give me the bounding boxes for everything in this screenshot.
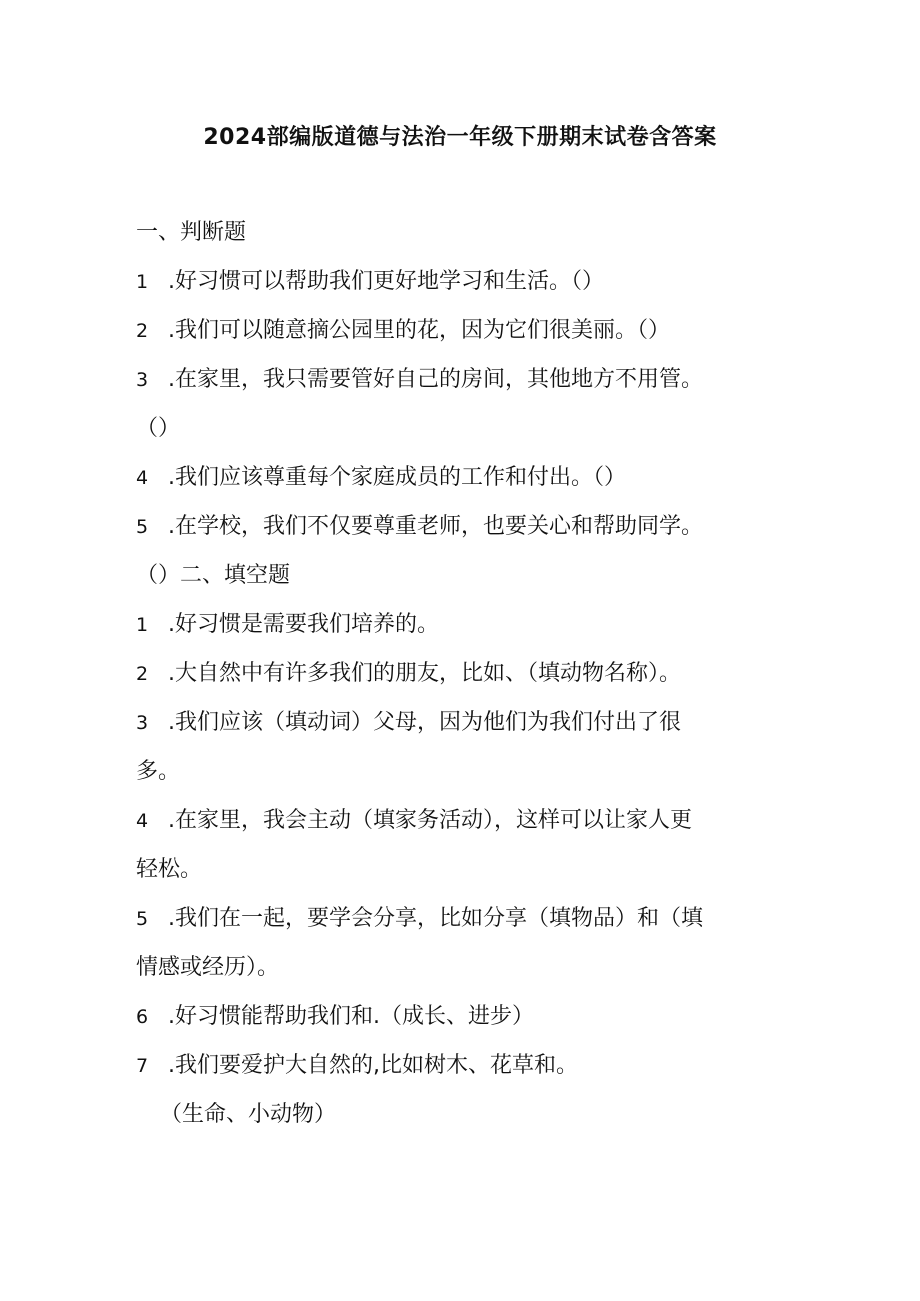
question-number: 4 — [136, 467, 149, 489]
question-number: 6 — [136, 1006, 149, 1028]
fill-question-5 — [136, 894, 786, 943]
question-number: 5 — [136, 516, 149, 538]
fill-question-3 — [136, 698, 786, 747]
judgment-question-1 — [136, 257, 786, 306]
fill-question-4-continued: 轻松。 — [136, 857, 203, 882]
fill-question-3-continued: 多。 — [136, 759, 181, 784]
question-number: 4 — [136, 810, 149, 832]
judgment-question-2 — [136, 306, 786, 355]
question-number: 7 — [136, 1055, 149, 1077]
fill-question-6 — [136, 992, 786, 1041]
fill-question-2 — [136, 649, 786, 698]
fill-question-4 — [136, 796, 786, 845]
question-text: .好习惯可以帮助我们更好地学习和生活。（） — [168, 269, 604, 294]
judgment-question-5-continued-and-fill-heading: （）二、填空题 — [136, 563, 291, 588]
document-body — [136, 208, 786, 1139]
question-text: .我们可以随意摘公园里的花，因为它们很美丽。（） — [168, 318, 670, 343]
question-number: 2 — [136, 663, 149, 685]
fill-question-7 — [136, 1041, 786, 1090]
question-text: .我们在一起，要学会分享，比如分享（填物品）和（填 — [168, 906, 703, 931]
document-title: 2024部编版道德与法治一年级下册期末试卷含答案 — [203, 125, 717, 150]
question-number: 1 — [136, 271, 149, 293]
question-number: 5 — [136, 908, 149, 930]
judgment-question-5 — [136, 502, 786, 551]
judgment-question-4 — [136, 453, 786, 502]
question-text: .在家里，我会主动（填家务活动），这样可以让家人更 — [168, 808, 692, 833]
question-text: .我们要爱护大自然的,比如树木、花草和。 — [168, 1053, 578, 1078]
fill-question-7-answer-hint: （生命、小动物） — [160, 1102, 337, 1127]
fill-question-5-continued: 情感或经历）。 — [136, 955, 280, 980]
question-text: .在学校，我们不仅要尊重老师，也要关心和帮助同学。 — [168, 514, 703, 539]
question-text: .好习惯能帮助我们和.（成长、进步） — [168, 1004, 534, 1029]
question-text: .好习惯是需要我们培养的。 — [168, 612, 439, 637]
judgment-question-3 — [136, 355, 786, 404]
fill-question-1 — [136, 600, 786, 649]
question-number: 3 — [136, 369, 149, 391]
judgment-question-3-continued: （） — [136, 416, 181, 441]
question-number: 3 — [136, 712, 149, 734]
question-text: .在家里，我只需要管好自己的房间，其他地方不用管。 — [168, 367, 703, 392]
question-text: .大自然中有许多我们的朋友，比如、（填动物名称）。 — [168, 661, 681, 686]
question-number: 1 — [136, 614, 149, 636]
question-text: .我们应该尊重每个家庭成员的工作和付出。（） — [168, 465, 626, 490]
question-text: .我们应该（填动词）父母，因为他们为我们付出了很 — [168, 710, 681, 735]
question-number: 2 — [136, 320, 149, 342]
section-heading-judgment: 一、判断题 — [136, 220, 247, 245]
